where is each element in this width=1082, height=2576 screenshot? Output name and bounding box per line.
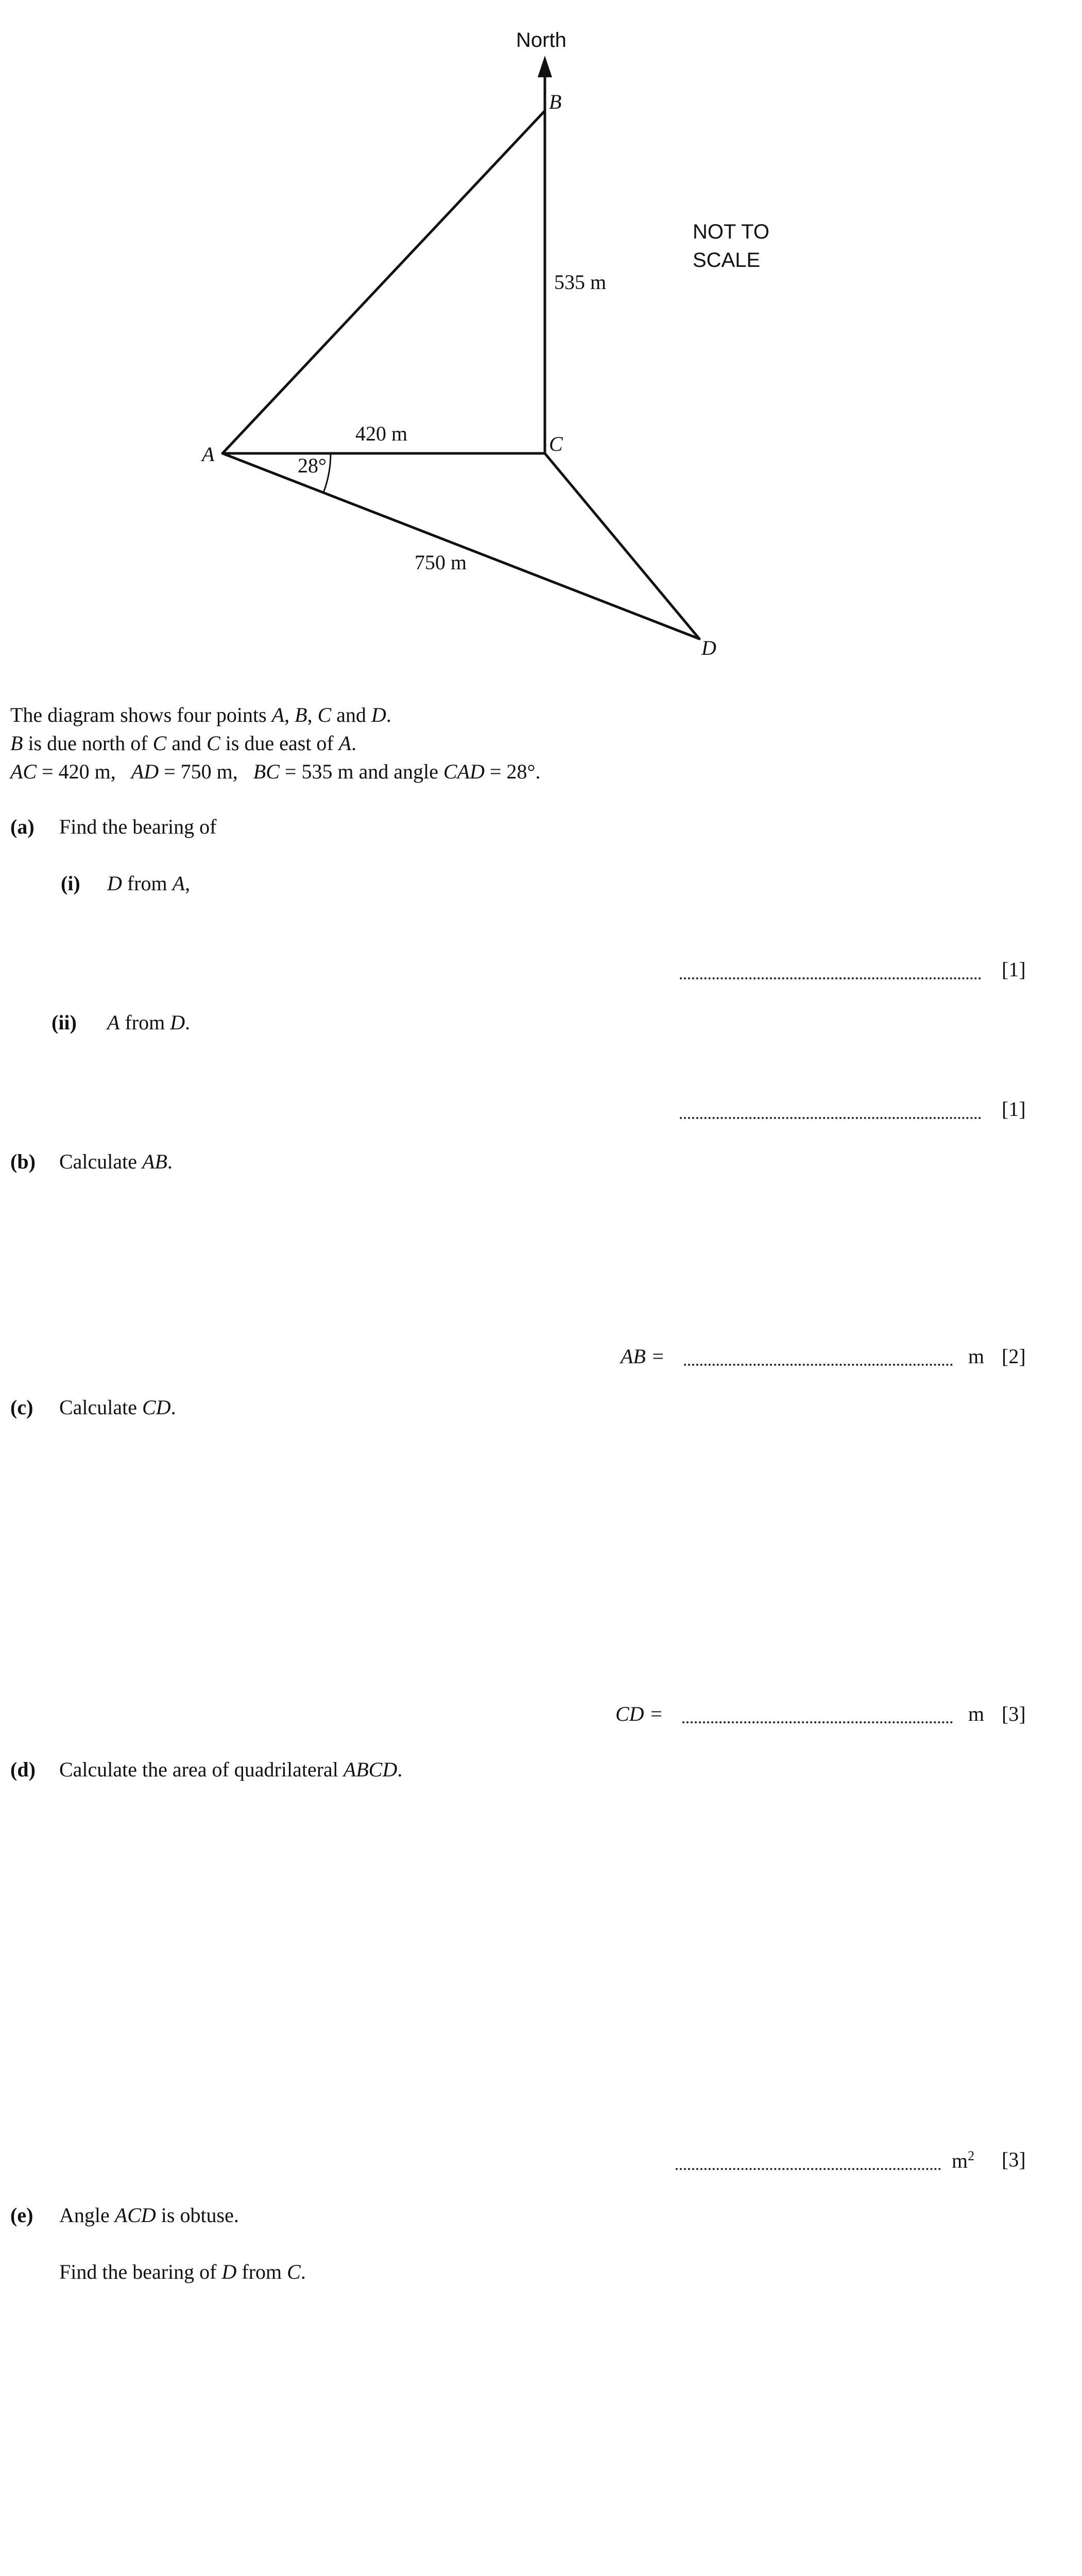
answer-line-a-i[interactable]	[680, 977, 981, 979]
marks-a-i: [1]	[1002, 958, 1026, 981]
question-b-label: (b)	[10, 1150, 36, 1173]
marks-c: [3]	[1002, 1702, 1026, 1725]
point-d-label: D	[701, 636, 716, 659]
question-e-text: Angle ACD is obtuse.	[59, 2204, 239, 2227]
answer-line-a-ii[interactable]	[680, 1117, 981, 1119]
answer-line-b[interactable]	[684, 1364, 953, 1366]
line-ad	[222, 453, 699, 639]
question-d-label: (d)	[10, 1758, 36, 1781]
answer-label-ab: AB =	[621, 1345, 665, 1368]
intro-line-1: The diagram shows four points A, B, C and D.	[10, 703, 391, 726]
question-a-text: Find the bearing of	[59, 815, 217, 838]
marks-d: [3]	[1002, 2148, 1026, 2171]
question-a-ii-label: (ii)	[51, 1011, 77, 1034]
angle-28-label: 28°	[298, 454, 327, 477]
question-a-i-text: D from A,	[107, 872, 191, 895]
point-c-label: C	[549, 432, 563, 455]
answer-line-c[interactable]	[682, 1721, 953, 1723]
intro-line-3: AC = 420 m, AD = 750 m, BC = 535 m and angle CAD = 28°.	[10, 760, 541, 783]
not-to-scale-line1: NOT TO	[693, 221, 769, 243]
point-a-label: A	[202, 443, 215, 466]
unit-d: $m^2$	[952, 2148, 975, 2173]
line-ab	[222, 111, 545, 453]
length-ac-label: 420 m	[355, 422, 408, 445]
point-b-label: B	[549, 90, 562, 113]
question-b-text: Calculate AB.	[59, 1150, 173, 1173]
answer-line-d[interactable]	[676, 2168, 941, 2170]
marks-a-ii: [1]	[1002, 1097, 1026, 1121]
question-e-label: (e)	[10, 2204, 33, 2227]
question-a-i-label: (i)	[61, 872, 80, 895]
geometry-diagram	[0, 0, 1082, 670]
length-ad-label: 750 m	[415, 551, 467, 574]
north-arrowhead	[538, 56, 552, 77]
length-bc-label: 535 m	[554, 270, 607, 294]
question-a-label: (a)	[10, 815, 35, 838]
question-a-ii-text: A from D.	[107, 1011, 191, 1034]
unit-c: m	[968, 1702, 985, 1725]
question-d-text: Calculate the area of quadrilateral ABCD.	[59, 1758, 403, 1781]
answer-label-cd: CD =	[615, 1702, 663, 1725]
unit-b: m	[968, 1345, 985, 1368]
line-cd	[545, 453, 699, 639]
question-c-text: Calculate CD.	[59, 1396, 176, 1419]
marks-b: [2]	[1002, 1345, 1026, 1368]
question-c-label: (c)	[10, 1396, 33, 1419]
intro-line-2: B is due north of C and C is due east of A.	[10, 732, 357, 755]
not-to-scale-line2: SCALE	[693, 249, 761, 272]
north-label: North	[516, 29, 566, 52]
question-e-text-2: Find the bearing of D from C.	[59, 2260, 306, 2283]
